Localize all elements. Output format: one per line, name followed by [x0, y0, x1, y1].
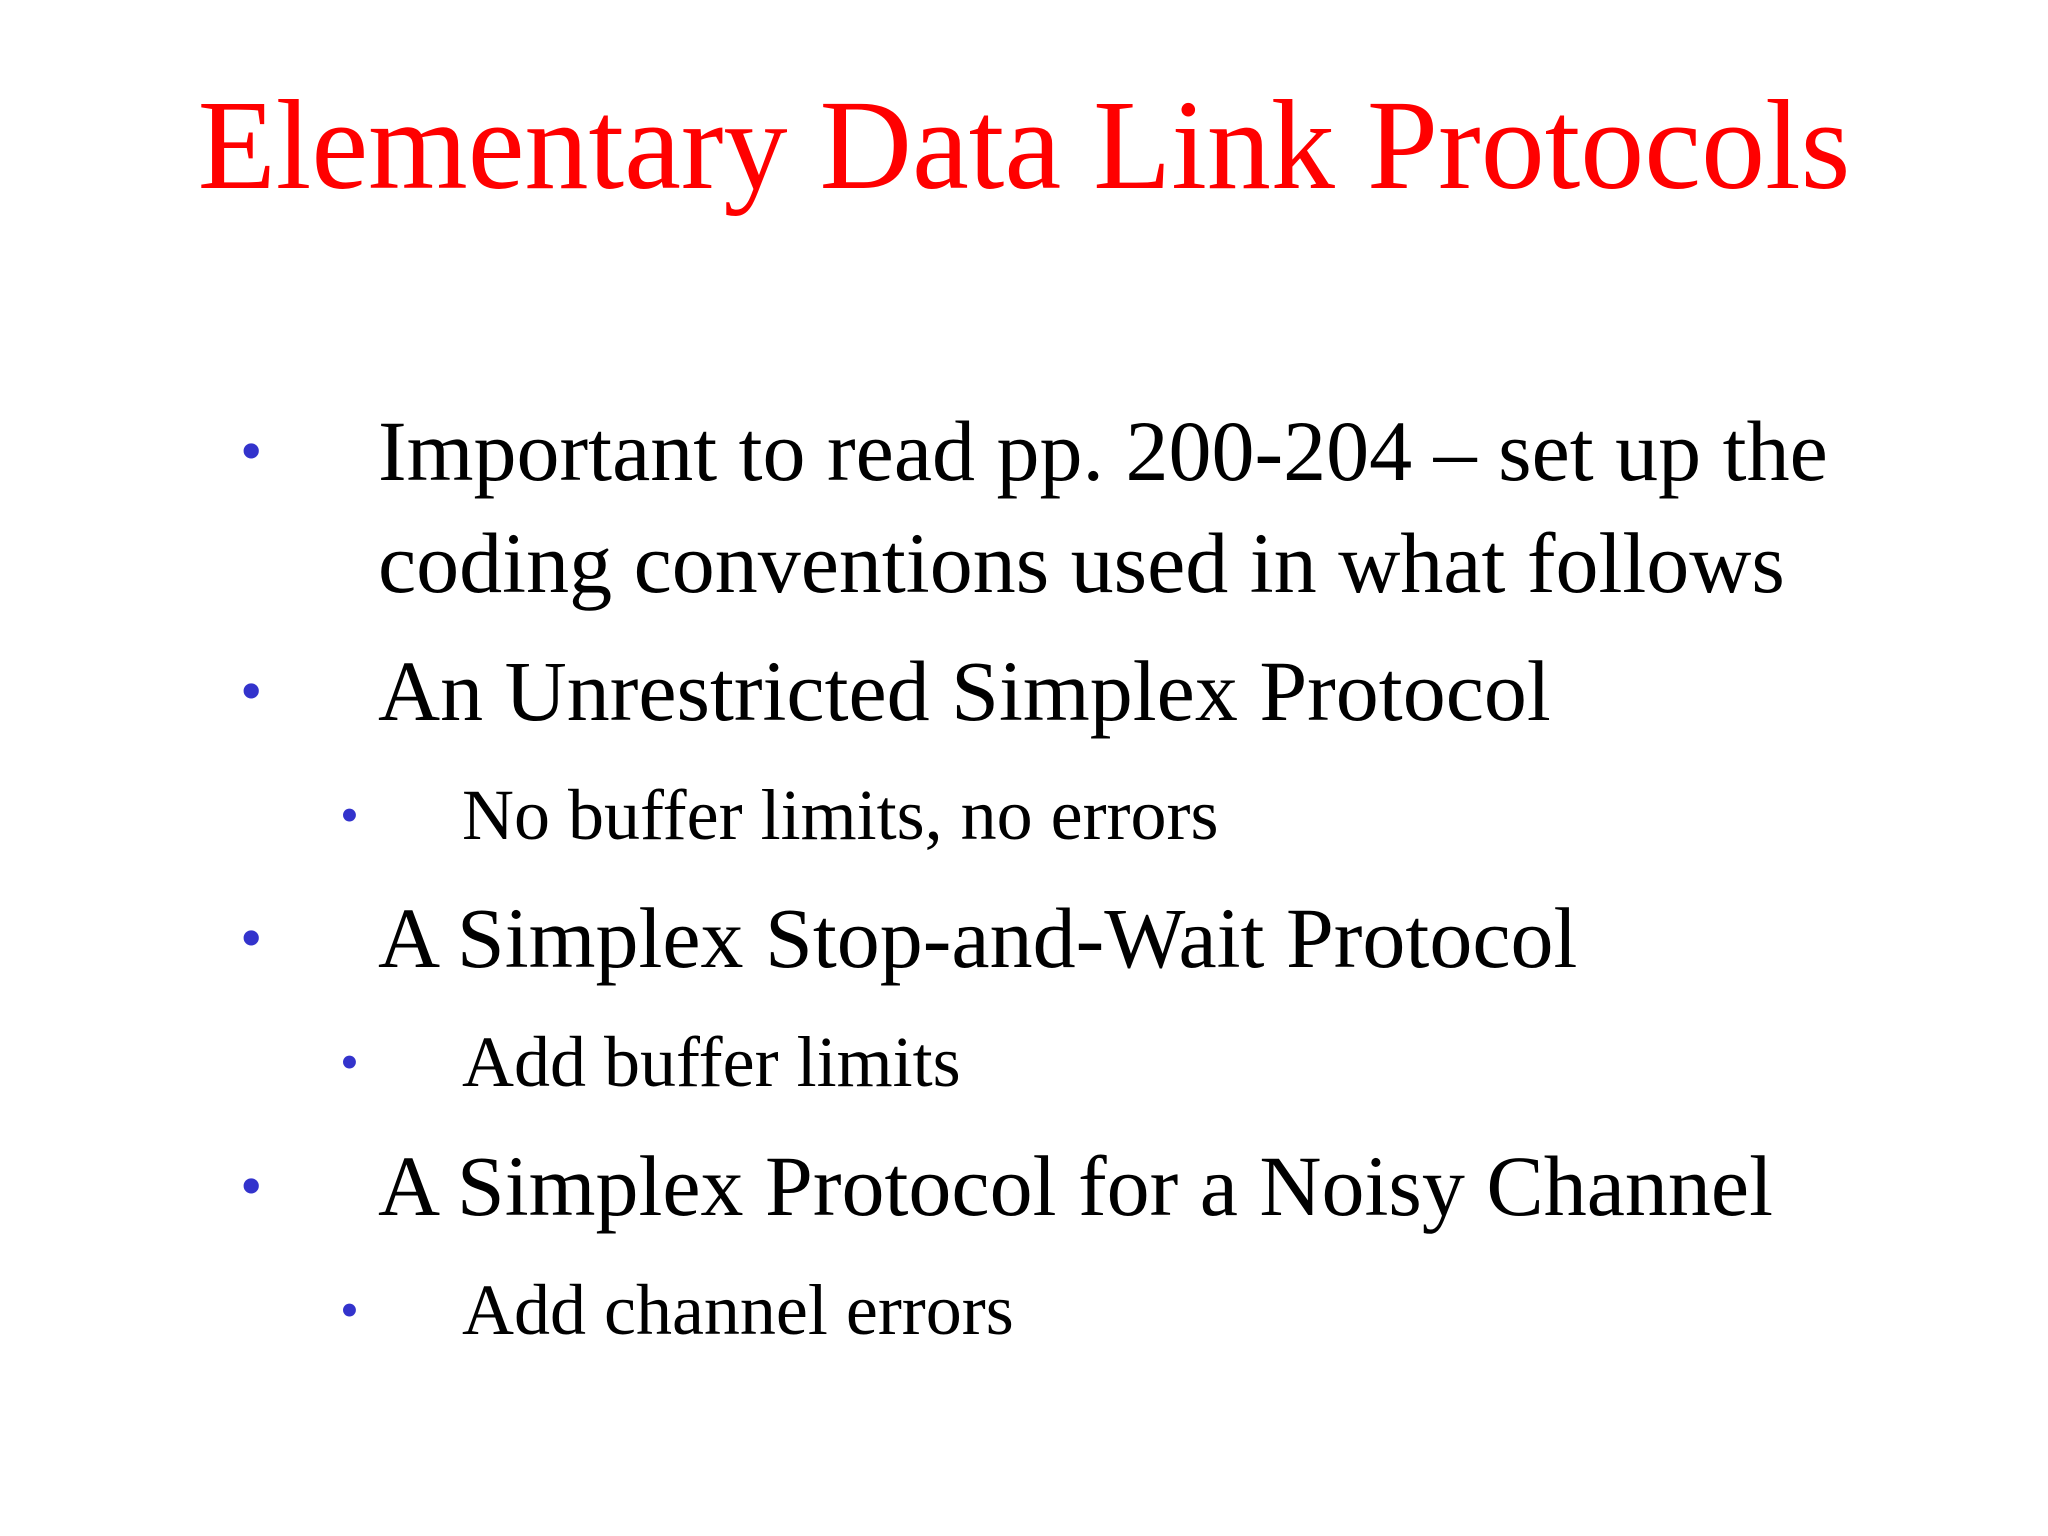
bullet-text: A Simplex Stop-and-Wait Protocol: [378, 890, 1578, 986]
bullet-icon: •: [240, 415, 263, 486]
bullet-text: coding conventions used in what follows: [378, 515, 1785, 611]
slide-title: Elementary Data Link Protocols: [197, 74, 1851, 216]
sub-bullet-text: Add buffer limits: [462, 1022, 961, 1102]
bullet-icon: •: [240, 902, 263, 973]
sub-bullet-text: Add channel errors: [462, 1270, 1014, 1350]
sub-bullet-icon: •: [340, 785, 359, 845]
bullet-icon: •: [240, 655, 263, 726]
bullet-icon: •: [240, 1150, 263, 1221]
bullet-text: A Simplex Protocol for a Noisy Channel: [378, 1138, 1773, 1234]
sub-bullet-text: No buffer limits, no errors: [462, 775, 1219, 855]
sub-bullet-icon: •: [340, 1032, 359, 1092]
bullet-text: Important to read pp. 200-204 – set up the: [378, 403, 1828, 499]
bullet-text: An Unrestricted Simplex Protocol: [378, 643, 1551, 739]
sub-bullet-icon: •: [340, 1280, 359, 1340]
